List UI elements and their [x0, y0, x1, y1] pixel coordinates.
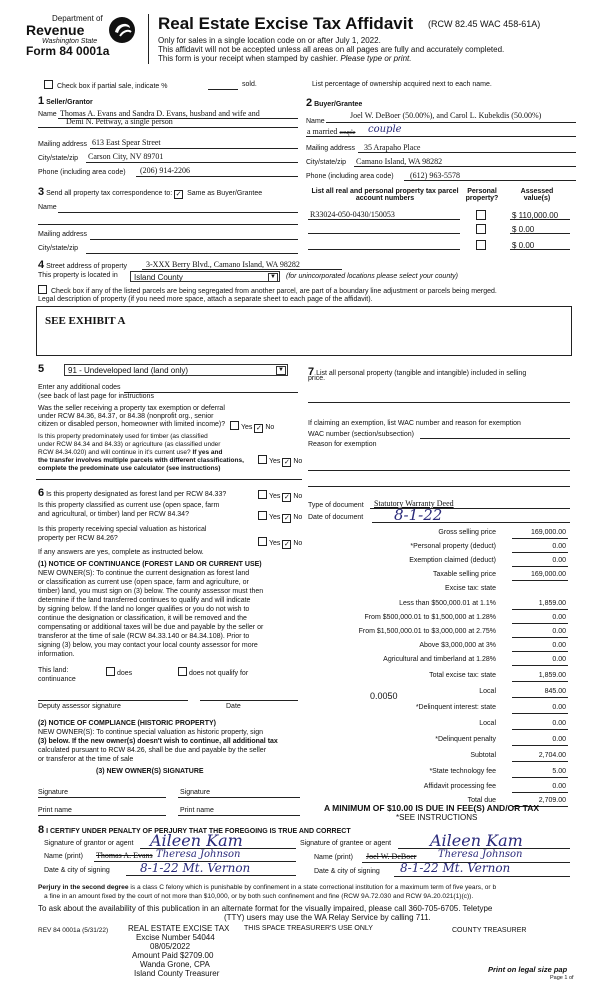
form-number: Form 84 0001a	[26, 44, 110, 58]
grantor-signature[interactable]: Aileen Kam	[150, 831, 243, 850]
doc-date: 8-1-22	[394, 506, 443, 524]
yes-label: Yes	[269, 514, 281, 521]
sec5-q2b-line2: the transfer involves multiple parcels with different classifications,	[38, 457, 244, 464]
page-title: Real Estate Excise Tax Affidavit	[158, 14, 414, 33]
exempt-note: If claiming an exemption, list WAC number and reason for exemption	[308, 420, 521, 427]
buyer-phone: (612) 963-5578	[410, 171, 460, 180]
corr-heading-no: 3	[38, 186, 45, 198]
notice2-line: or transferor at the time of sale	[38, 756, 134, 763]
tax-row-label: From $500,000.01 to $1,500,000 at 1.28%	[364, 614, 496, 621]
sec5-q2b-line3: complete the predominate use calculator (see instructions)	[38, 465, 221, 472]
partial-sale-checkbox[interactable]	[44, 80, 53, 89]
does-not-option	[178, 667, 248, 677]
tax-row-value: 169,000.00	[530, 529, 566, 536]
notice1-line: compensating or additional taxes will be due and payable by the seller or	[38, 624, 264, 631]
tax-row-line[interactable]	[512, 538, 568, 539]
reason-line[interactable]	[308, 470, 570, 471]
sec5-q1-answers	[230, 421, 274, 433]
parcel-number-line[interactable]	[308, 219, 460, 220]
tax-row-line[interactable]	[512, 697, 568, 698]
buyer-heading-no: 2	[306, 97, 313, 109]
grantor-name-label: Name (print)	[44, 853, 83, 860]
segregate-checkbox[interactable]	[38, 285, 47, 294]
dropdown-arrow-icon: ▼	[268, 273, 278, 282]
segregate-row	[38, 285, 497, 295]
buyer-name-2-handwritten: couple	[368, 124, 402, 135]
tax-row-line[interactable]	[512, 777, 568, 778]
buyer-city: Camano Island, WA 98282	[356, 157, 443, 166]
corr-name-line2[interactable]	[38, 224, 298, 225]
seller-name-1: Thomas A. Evans and Sandra D. Evans, husband and wife and	[60, 109, 260, 118]
notice1-line: signing (3) below, you may contact your local county assessor for more	[38, 642, 258, 649]
sec5-no: 5	[38, 363, 45, 375]
tax-row-value: 0.00	[552, 736, 566, 743]
tax-row-line[interactable]	[512, 623, 568, 624]
buyer-city-line[interactable]	[354, 166, 576, 167]
assessed-value-line[interactable]	[510, 249, 570, 250]
header-sub3	[158, 54, 411, 63]
seller-phone-label: Phone (including area code)	[38, 169, 126, 176]
deputy-label: Deputy assessor signature	[38, 703, 121, 710]
parcel-col3-header: Assessed value(s)	[520, 188, 554, 202]
grantee-sig-label: Signature of grantee or agent	[300, 840, 392, 847]
grantor-date-label: Date & city of signing	[44, 867, 110, 874]
sec5-q2-no-checkbox[interactable]	[282, 458, 291, 467]
assessed-value-line[interactable]	[510, 219, 570, 220]
tax-row-label: Subtotal	[470, 752, 496, 759]
tax-row-label: *State technology fee	[429, 768, 496, 775]
sec5-q1-line1: Was the seller receiving a property tax exemption or deferral	[38, 405, 225, 412]
tax-row-line[interactable]	[512, 637, 568, 638]
no-label: No	[293, 493, 303, 500]
tax-row-value: 0.00	[552, 543, 566, 550]
header-sub1: Only for sales in a single location code on or after July 1, 2022.	[158, 36, 381, 45]
buyer-name-1: Joel W. DeBoer (50.00%), and Carol L. Kubekdis (50.00%)	[350, 111, 542, 120]
buyer-heading	[306, 97, 362, 109]
sec6-q1	[38, 487, 226, 499]
buyer-mail: 35 Arapaho Place	[364, 143, 421, 152]
notice1-line: determine if the land transferred continues to qualify and will indicate	[38, 597, 251, 604]
stamp-line: REAL ESTATE EXCISE TAX	[128, 924, 230, 933]
perjury-text: is a class C felony which is punishable by confinement in a state correctional institution for a maximum term of five years, or b	[130, 884, 497, 891]
tax-row-label: From $1,500,000.01 to $3,000,000 at 2.75%	[358, 628, 496, 635]
sec8-no: 8	[38, 824, 45, 836]
sec6-q2-answers	[258, 511, 302, 523]
partial-sale-label: Check box if partial sale, indicate %	[56, 83, 168, 90]
county-note: (for unincorporated locations please select your county)	[286, 273, 458, 280]
notice2-line: NEW OWNER(S): To continue special valuation as historic property, sign	[38, 729, 263, 736]
tax-row-label: *Delinquent penalty	[435, 736, 496, 743]
grantor-date: 8-1-22 Mt. Vernon	[140, 861, 251, 875]
sec5-q2-line3-text: RCW 84.34.020) and will continue in it's current use?	[38, 449, 191, 456]
tax-row-value: 0.00	[552, 614, 566, 621]
tax-row-value: 845.00	[544, 688, 566, 695]
street-label: Street address of property	[46, 263, 128, 270]
perjury-line2: a fine in an amount fixed by the court of not more than $10,000, or by both such confinement and fine (RCW 9A.72.030 and RCW 9A.20.021(1)(c)).	[44, 893, 474, 900]
parcel-number-line[interactable]	[308, 249, 460, 250]
buyer-name-line1[interactable]	[326, 122, 576, 123]
tax-row-label: Taxable selling price	[432, 571, 496, 578]
buyer-mail-label: Mailing address	[306, 145, 356, 152]
header-divider	[148, 14, 149, 64]
corr-mail-label: Mailing address	[38, 231, 88, 238]
tax-row-value: 5.00	[552, 768, 566, 775]
tax-row-value: 0.00	[552, 704, 566, 711]
dor-swirl-icon	[108, 16, 136, 44]
deputy-date-label: Date	[226, 703, 241, 710]
notice3-title: (3) NEW OWNER(S) SIGNATURE	[96, 768, 204, 775]
sec6-if-yes: If any answers are yes, complete as instructed below.	[38, 549, 204, 556]
seller-name-2: Demi N. Pettway, a single person	[66, 117, 173, 126]
sec6-q2-yes-checkbox[interactable]	[258, 511, 267, 520]
buyer-phone-line[interactable]	[404, 180, 576, 181]
tax-row-value: 0.00	[552, 628, 566, 635]
dropdown-arrow-icon: ▼	[276, 366, 286, 375]
notice1-line: or classification as current use (open space, farm and agriculture, or	[38, 579, 249, 586]
tax-row-label: Agricultural and timberland at 1.28%	[383, 656, 496, 663]
does-not-checkbox[interactable]	[178, 667, 187, 676]
tax-row-value: 1,859.00	[538, 600, 566, 607]
sec6-q3-line1: Is this property receiving special valuation as historical	[38, 526, 207, 533]
buyer-mail-line[interactable]	[358, 152, 576, 153]
deputy-date-line[interactable]	[200, 700, 298, 701]
legal-description-box[interactable]	[36, 306, 572, 356]
tax-row-label: Exemption claimed (deduct)	[409, 557, 496, 564]
perjury-bold: Perjury in the second degree	[38, 884, 129, 891]
county-value: Island County	[134, 273, 183, 282]
wac-line[interactable]	[420, 438, 570, 439]
seller-heading-label: Seller/Grantor	[46, 99, 93, 106]
same-as-buyer-label: Same as Buyer/Grantee	[187, 190, 263, 197]
sec6-q1-yes-checkbox[interactable]	[258, 490, 267, 499]
seller-mail-line[interactable]	[90, 148, 298, 149]
yes-label: Yes	[241, 424, 253, 431]
buyer-heading-label: Buyer/Grantee	[314, 101, 363, 108]
no-label: No	[293, 540, 303, 547]
rev-number: REV 84 0001a (5/31/22)	[38, 927, 109, 934]
codes-note: (see back of last page for instructions	[38, 393, 154, 400]
header-sub2: This affidavit will not be accepted unless all areas on all pages are fully and accurately completed.	[158, 45, 505, 54]
tax-row-line[interactable]	[512, 651, 568, 652]
tax-row-label: *Delinquent interest: state	[415, 704, 496, 711]
owner-print-line-1[interactable]	[38, 815, 166, 816]
this-land-row	[38, 667, 68, 674]
no-label: No	[293, 514, 303, 521]
buyer-name-2-struck: couple	[339, 130, 356, 136]
grantor-date-line[interactable]	[126, 875, 296, 876]
grantee-name-label: Name (print)	[314, 854, 353, 861]
buyer-phone-label: Phone (including area code)	[306, 173, 394, 180]
corr-city-label: City/state/zip	[38, 245, 79, 252]
corr-name-line[interactable]	[58, 212, 298, 213]
street-address: 3-XXX Berry Blvd., Camano Island, WA 98282	[146, 260, 300, 269]
wac-label: WAC number (section/subsection)	[308, 431, 414, 438]
seller-city-line[interactable]	[86, 162, 298, 163]
tax-row-value: 0.00	[552, 656, 566, 663]
sec5-q2-line3	[38, 449, 222, 456]
buyer-name-line2[interactable]	[306, 136, 576, 137]
seller-name-label: Name	[38, 111, 57, 118]
dept-line1: Department of	[52, 14, 103, 23]
personal-property-checkbox[interactable]	[476, 224, 486, 234]
reason-label: Reason for exemption	[308, 441, 377, 448]
sec6-q1-answers	[258, 490, 302, 502]
seller-phone-line[interactable]	[136, 176, 298, 177]
county-treasurer: COUNTY TREASURER	[452, 927, 527, 934]
stamp-line: Amount Paid $2709.00	[132, 951, 214, 960]
does-label: does	[117, 670, 133, 677]
seller-name-line2[interactable]	[38, 127, 298, 128]
perjury-line1	[38, 884, 496, 891]
sec6-q1-no-checkbox[interactable]	[282, 493, 291, 502]
notice2-title: (2) NOTICE OF COMPLIANCE (HISTORIC PROPERTY)	[38, 720, 216, 727]
page-number: Page 1 of	[550, 975, 574, 981]
parcel-col2-header: Personal property?	[465, 188, 499, 202]
sec7-text-1: List all personal property (tangible and intangible) included in selling	[316, 370, 527, 377]
seller-phone: (206) 914-2206	[140, 166, 190, 175]
buyer-city-label: City/state/zip	[306, 159, 347, 166]
corr-heading-label: Send all property tax correspondence to:	[46, 190, 173, 197]
tax-row-line[interactable]	[512, 681, 568, 682]
tax-row-value: 169,000.00	[530, 571, 566, 578]
sec5-q1-yes-checkbox[interactable]	[230, 421, 239, 430]
grantee-name-struck: Joel W. DeBoer	[366, 852, 417, 861]
notice2-line: calculated pursuant to RCW 84.26, shall be due and payable by the seller	[38, 747, 267, 754]
same-as-buyer-checkbox[interactable]	[174, 190, 183, 199]
tax-row-value: 0.00	[552, 557, 566, 564]
grantee-date: 8-1-22 Mt. Vernon	[400, 861, 511, 875]
assessed-value: $ 0.00	[512, 225, 535, 234]
notice1-line: transferor at the time of sale (RCW 84.33.140 or 84.34.108). Prior to	[38, 633, 250, 640]
owner-signature-line-2[interactable]	[178, 797, 300, 798]
assessed-value-line[interactable]	[510, 233, 570, 234]
tax-row-label: *Personal property (deduct)	[410, 543, 496, 550]
tax-row-label: Excise tax: state	[445, 585, 496, 592]
reason-line-2[interactable]	[308, 486, 570, 487]
see-instructions: *SEE INSTRUCTIONS	[396, 813, 478, 822]
tax-row-label: Total due	[467, 797, 496, 804]
street-heading-no: 4	[38, 259, 45, 271]
grantor-sig-label: Signature of grantor or agent	[44, 840, 134, 847]
owner-print-label-1: Print name	[38, 807, 72, 814]
notice1-line: timber) land, you must sign on (3) below. The county assessor must then	[38, 588, 264, 595]
seller-city-label: City/state/zip	[38, 155, 79, 162]
county-label: This property is located in	[38, 272, 118, 279]
tax-row-value: 0.00	[552, 642, 566, 649]
tax-row-label: Less than $500,000.01 at 1.1%	[399, 600, 496, 607]
sec5-divider	[36, 479, 302, 480]
header-sub3-italic: Please type or print.	[340, 54, 412, 63]
tax-row-line[interactable]	[512, 580, 568, 581]
codes-label: Enter any additional codes	[38, 384, 121, 391]
sec5-q1-no-checkbox[interactable]	[254, 424, 263, 433]
street-row	[38, 259, 127, 271]
buyer-name-2	[307, 127, 355, 136]
sec6-no: 6	[38, 487, 45, 499]
minimum-note: A MINIMUM OF $10.00 IS DUE IN FEE(S) AND/OR TAX	[324, 803, 540, 813]
legal-label: Legal description of property (if you need more space, attach a separate sheet to each page of the affidavit).	[38, 296, 373, 303]
stamp-line: Excise Number 54044	[136, 933, 215, 942]
tax-row-label: Above $3,000,000 at 3%	[419, 642, 496, 649]
legal-description: SEE EXHIBIT A	[45, 315, 126, 327]
sold-label: sold.	[242, 81, 257, 88]
land-use-value: 91 - Undeveloped land (land only)	[68, 366, 189, 375]
tax-row-value: 0.00	[552, 720, 566, 727]
grantee-date-label: Date & city of signing	[314, 868, 380, 875]
corr-heading	[38, 186, 262, 199]
tax-row-line[interactable]	[512, 665, 568, 666]
sec5-q2-line2: under RCW 84.34 and 84.33) or agriculture (as classified under	[38, 441, 221, 448]
sec7-heading	[308, 366, 526, 378]
notice1-line: information.	[38, 651, 75, 658]
continuance-label: continuance	[38, 676, 76, 683]
tax-row-value: 0.00	[552, 783, 566, 790]
sec5-q2-yes-checkbox[interactable]	[258, 455, 267, 464]
sec5-q1-line2: under RCW 84.36, 84.37, or 84.38 (nonprofit org., senior	[38, 413, 214, 420]
dept-state: Washington State	[42, 38, 98, 45]
this-land-label: This land:	[38, 667, 69, 674]
notice1-line: by signing below. If the land no longer qualifies or you do not wish to	[38, 606, 250, 613]
alternate-format: To ask about the availability of this publication in an alternate format for the visually impaired, please call 360-705-6705. Teletype	[38, 904, 493, 913]
personal-property-checkbox[interactable]	[476, 240, 486, 250]
tax-row-value: 2,709.00	[538, 797, 566, 804]
grantee-signature[interactable]: Aileen Kam	[430, 831, 523, 850]
treasurer-space: THIS SPACE TREASURER'S USE ONLY	[244, 925, 373, 932]
sec6-q2-no-checkbox[interactable]	[282, 514, 291, 523]
dept-brand: Revenue	[26, 22, 85, 38]
tax-row-line[interactable]	[512, 729, 568, 730]
tax-row-line[interactable]	[512, 566, 568, 567]
corr-name-label: Name	[38, 204, 57, 211]
grantor-name-print: Theresa Johnson	[156, 849, 241, 860]
sec6-q3-answers	[258, 537, 302, 549]
buyer-name-2-typed: a married	[307, 127, 338, 136]
seller-city: Carson City, NV 89701	[88, 152, 164, 161]
grantor-name-struck: Thomas A. Evans	[96, 851, 153, 860]
notice1-line: continue the designation or classification, it will be removed and the	[38, 615, 247, 622]
tax-row-value: 1,859.00	[538, 672, 566, 679]
tax-row-label: Local	[479, 688, 496, 695]
tax-row-line[interactable]	[512, 713, 568, 714]
does-not-label: does not qualify for	[189, 670, 249, 677]
grantee-name-print: Theresa Johnson	[438, 849, 523, 860]
partial-pct-line[interactable]	[208, 89, 238, 90]
parcel-col1-header: List all real and personal property tax parcel account numbers	[311, 188, 459, 202]
sec5-q2-line1: Is this property predominately used for timber (as classified	[38, 433, 208, 440]
sec5-q2b-line1: If yes and	[192, 449, 223, 456]
does-option	[106, 667, 132, 677]
sec5-q1-line3: citizen or disabled person, homeowner with limited income)?	[38, 421, 226, 428]
tax-row-label: Gross selling price	[438, 529, 496, 536]
partial-sale-row	[44, 80, 167, 90]
parcel-number: R33024-050-0430/150053	[310, 210, 395, 219]
doc-date-line[interactable]	[372, 522, 570, 523]
legal-size-note: Print on legal size pap	[488, 965, 568, 974]
sec7-no: 7	[308, 366, 315, 378]
corr-mail-line[interactable]	[90, 239, 298, 240]
deputy-signature-line[interactable]	[38, 700, 188, 701]
notice1-title: (1) NOTICE OF CONTINUANCE (FOREST LAND OR CURRENT USE)	[38, 561, 262, 568]
seller-mail: 613 East Spear Street	[92, 138, 161, 147]
stamp-line: 08/05/2022	[150, 942, 191, 951]
tax-row-line[interactable]	[512, 761, 568, 762]
buyer-name-label: Name	[306, 118, 325, 125]
sec6-q3-line2: property per RCW 84.26?	[38, 535, 118, 542]
no-label: No	[293, 458, 303, 465]
owner-print-line-2[interactable]	[178, 815, 300, 816]
doc-type: Statutory Warranty Deed	[374, 499, 454, 508]
ownership-note: List percentage of ownership acquired next to each name.	[312, 81, 492, 88]
tax-row-label: Local	[479, 720, 496, 727]
tax-row-label: Affidavit processing fee	[423, 783, 496, 790]
no-label: No	[265, 424, 275, 431]
sec6-q2-line1: Is this property classified as current use (open space, farm	[38, 502, 220, 509]
segregate-label: Check box if any of the listed parcels are being segregated from another parcel, are part of a boundary line adjustment or parcels being merged.	[50, 288, 497, 295]
header-sub3-text: This form is your receipt when stamped by cashier.	[158, 54, 339, 63]
yes-label: Yes	[269, 493, 281, 500]
certify-text: I CERTIFY UNDER PENALTY OF PERJURY THAT THE FOREGOING IS TRUE AND CORRECT	[46, 828, 351, 835]
seller-heading	[38, 95, 93, 107]
does-checkbox[interactable]	[106, 667, 115, 676]
owner-print-label-2: Print name	[180, 807, 214, 814]
sec6-q3-no-checkbox[interactable]	[282, 540, 291, 549]
corr-city-line[interactable]	[86, 253, 298, 254]
street-address-line[interactable]	[142, 269, 342, 270]
assessed-value: $ 0.00	[512, 241, 535, 250]
owner-signature-label-1: Signature	[38, 789, 68, 796]
seller-mail-label: Mailing address	[38, 141, 88, 148]
stamp-line: Island County Treasurer	[134, 969, 220, 978]
parcel-number-line[interactable]	[308, 233, 460, 234]
tax-row-label: Total excise tax: state	[429, 672, 496, 679]
seller-heading-no: 1	[38, 95, 45, 107]
tty-note: (TTY) users may use the WA Relay Service by calling 711.	[224, 913, 431, 922]
owner-signature-label-2: Signature	[180, 789, 210, 796]
notice1-line: NEW OWNER(S): To continue the current designation as forest land	[38, 570, 250, 577]
land-use-select[interactable]	[64, 364, 288, 376]
tax-row-line[interactable]	[512, 745, 568, 746]
tax-row-line[interactable]	[512, 552, 568, 553]
local-rate: 0.0050	[370, 691, 398, 701]
tax-row-line[interactable]	[512, 792, 568, 793]
stamp-line: Wanda Grone, CPA	[140, 960, 210, 969]
yes-label: Yes	[269, 540, 281, 547]
tax-row-value: 2,704.00	[538, 752, 566, 759]
doc-type-label: Type of document	[308, 502, 364, 509]
county-select[interactable]	[130, 271, 280, 282]
yes-label: Yes	[269, 458, 281, 465]
doc-date-label: Date of document	[308, 514, 364, 521]
owner-signature-line-1[interactable]	[38, 797, 166, 798]
tax-row-line[interactable]	[512, 609, 568, 610]
sec7-text-2: price.	[308, 375, 326, 382]
grantee-date-line[interactable]	[394, 876, 570, 877]
sec6-q1-text: Is this property designated as forest land per RCW 84.33?	[46, 491, 227, 498]
notice2-line: (3) below. If the new owner(s) doesn't wish to continue, all additional tax	[38, 738, 278, 745]
personal-property-checkbox[interactable]	[476, 210, 486, 220]
sec6-q3-yes-checkbox[interactable]	[258, 537, 267, 546]
personal-property-line[interactable]	[308, 402, 570, 403]
rcw-ref: (RCW 82.45 WAC 458-61A)	[428, 19, 541, 29]
sec6-q2-line2: and agricultural, or timber) land per RCW 84.34?	[38, 511, 189, 518]
assessed-value: $ 110,000.00	[512, 211, 559, 220]
sec5-q2-answers	[258, 455, 302, 467]
